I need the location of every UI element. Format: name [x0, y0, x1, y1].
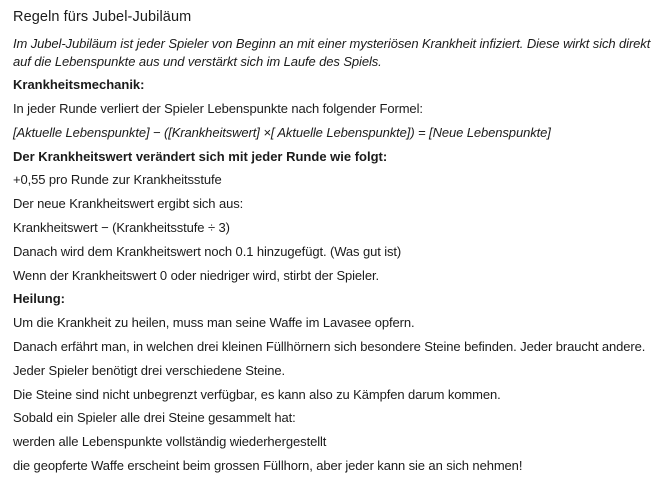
rule-line-drei-steine: Jeder Spieler benötigt drei verschiedene Steine.	[13, 362, 285, 378]
rule-line-tod: Wenn der Krankheitswert 0 oder niedriger wird, stirbt der Spieler.	[13, 267, 380, 283]
rule-line-formula-intro: In jeder Runde verliert der Spieler Lebenspunkte nach folgender Formel:	[13, 101, 423, 117]
rule-line-gesammelt: Sobald ein Spieler alle drei Steine gesammelt hat:	[13, 410, 296, 426]
rule-line-geopferte-waffe: die geopferte Waffe erscheint beim grossen Füllhorn, aber jeder kann sie an sich nehmen!	[13, 458, 523, 474]
heading-heilung: Heilung:	[13, 291, 65, 307]
rule-line-fuellhoerner: Danach erfährt man, in welchen drei kleinen Füllhörnern sich besondere Steine befinden. Jeder braucht andere.	[13, 339, 646, 355]
page-title: Regeln fürs Jubel-Jubiläum	[13, 9, 192, 25]
heading-krankheitswert: Der Krankheitswert verändert sich mit jeder Runde wie folgt:	[13, 148, 388, 164]
rule-line-wiederhergestellt: werden alle Lebenspunkte vollständig wiederhergestellt	[13, 434, 327, 450]
formula-krankheitswert: Krankheitswert − (Krankheitsstufe ÷ 3)	[13, 220, 230, 236]
rule-line-kaempfe: Die Steine sind nicht unbegrenzt verfügbar, es kann also zu Kämpfen darum kommen.	[13, 386, 501, 402]
formula-lebenspunkte: [Aktuelle Lebenspunkte] − ([Krankheitswert] ×[ Aktuelle Lebenspunkte]) = [Neue Lebenspunkte]	[13, 124, 551, 140]
heading-krankheitsmechanik: Krankheitsmechanik:	[13, 77, 145, 93]
rule-line-lavasee: Um die Krankheit zu heilen, muss man seine Waffe im Lavasee opfern.	[13, 315, 415, 331]
intro-paragraph: Im Jubel-Jubiläum ist jeder Spieler von Beginn an mit einer mysteriösen Krankheit infiziert. Diese wirkt sich direkt auf die Lebenspunkte aus und verstärkt sich im Laufe des Spiels.	[13, 36, 651, 69]
rule-line-hinzufuegen: Danach wird dem Krankheitswert noch 0.1 hinzugefügt. (Was gut ist)	[13, 243, 402, 259]
rule-line-krankheitsstufe: +0,55 pro Runde zur Krankheitsstufe	[13, 172, 222, 188]
rule-line-neuer-wert-intro: Der neue Krankheitswert ergibt sich aus:	[13, 196, 244, 212]
